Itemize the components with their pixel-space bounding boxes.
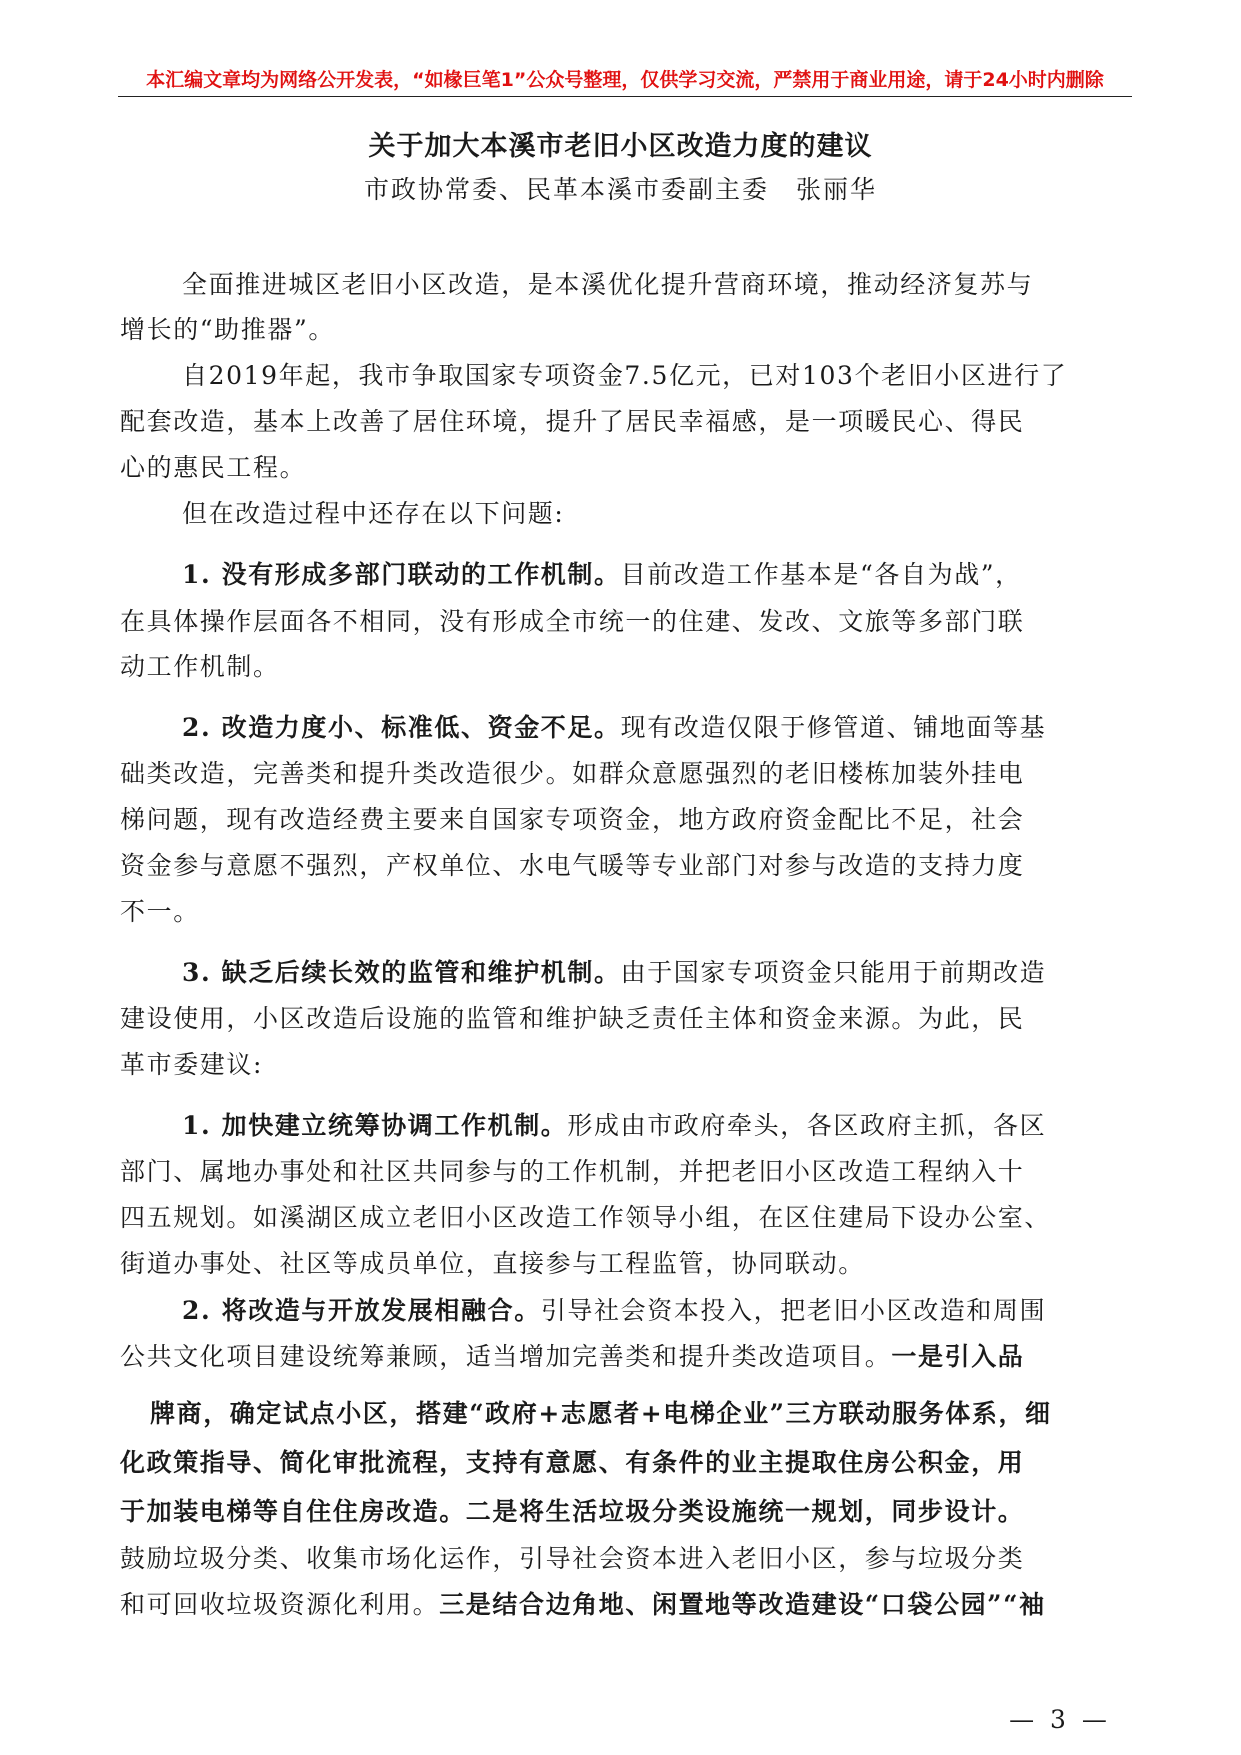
paragraph-line: 建设使用，小区改造后设施的监管和维护缺乏责任主体和资金来源。为此，民: [120, 1004, 1025, 1033]
problem-heading-line: 3. 缺乏后续长效的监管和维护机制。由于国家专项资金只能用于前期改造: [182, 958, 1047, 987]
paragraph-line: 础类改造，完善类和提升类改造很少。如群众意愿强烈的老旧楼栋加装外挂电: [120, 759, 1025, 788]
paragraph-line: 资金参与意愿不强烈，产权单位、水电气暖等专业部门对参与改造的支持力度: [120, 851, 1025, 880]
paragraph-line: 自2019年起，我市争取国家专项资金7.5亿元，已对103个老旧小区进行了: [182, 361, 1068, 390]
paragraph-line: 增长的“助推器”。: [120, 315, 335, 344]
document-title: 关于加大本溪市老旧小区改造力度的建议: [368, 131, 873, 162]
copyright-banner: 本汇编文章均为网络公开发表，“如椽巨笔1”公众号整理，仅供学习交流，严禁用于商业用途，请于24小时内删除: [146, 69, 1104, 91]
bold-paragraph-line: 牌商，确定试点小区，搭建“政府+志愿者+电梯企业”三方联动服务体系，细: [150, 1399, 1052, 1428]
bold-paragraph-line: 于加装电梯等自住住房改造。二是将生活垃圾分类设施统一规划，同步设计。: [120, 1497, 1025, 1526]
header-divider: [118, 96, 1132, 97]
paragraph-line: 和可回收垃圾资源化利用。三是结合边角地、闲置地等改造建设“口袋公园”“袖: [120, 1590, 1046, 1619]
paragraph-line: 四五规划。如溪湖区成立老旧小区改造工作领导小组，在区住建局下设办公室、: [120, 1203, 1052, 1232]
paragraph-line: 但在改造过程中还存在以下问题:: [182, 499, 565, 528]
paragraph-line: 配套改造，基本上改善了居住环境，提升了居民幸福感，是一项暖民心、得民: [120, 407, 1025, 436]
suggestion-heading-line: 1. 加快建立统筹协调工作机制。形成由市政府牵头，各区政府主抓，各区: [182, 1111, 1047, 1140]
paragraph-line: 部门、属地办事处和社区共同参与的工作机制，并把老旧小区改造工程纳入十: [120, 1157, 1025, 1186]
paragraph-line: 公共文化项目建设统筹兼顾，适当增加完善类和提升类改造项目。一是引入品: [120, 1342, 1025, 1371]
problem-heading-line: 2. 改造力度小、标准低、资金不足。现有改造仅限于修管道、铺地面等基: [182, 713, 1047, 742]
paragraph-line: 鼓励垃圾分类、收集市场化运作，引导社会资本进入老旧小区，参与垃圾分类: [120, 1544, 1025, 1573]
paragraph-line: 动工作机制。: [120, 652, 280, 681]
document-author: 市政协常委、民革本溪市委副主委 张丽华: [363, 175, 877, 204]
paragraph-line: 街道办事处、社区等成员单位，直接参与工程监管，协同联动。: [120, 1249, 865, 1278]
paragraph-line: 心的惠民工程。: [120, 453, 307, 482]
paragraph-line: 全面推进城区老旧小区改造，是本溪优化提升营商环境，推动经济复苏与: [182, 270, 1034, 299]
page-number: — 3 —: [1009, 1705, 1111, 1734]
bold-paragraph-line: 化政策指导、简化审批流程，支持有意愿、有条件的业主提取住房公积金，用: [120, 1448, 1025, 1477]
paragraph-line: 革市委建议:: [120, 1050, 264, 1079]
paragraph-line: 梯问题，现有改造经费主要来自国家专项资金，地方政府资金配比不足，社会: [120, 805, 1025, 834]
paragraph-line: 不一。: [120, 897, 200, 926]
suggestion-heading-line: 2. 将改造与开放发展相融合。引导社会资本投入，把老旧小区改造和周围: [182, 1296, 1047, 1325]
paragraph-line: 在具体操作层面各不相同，没有形成全市统一的住建、发改、文旅等多部门联: [120, 607, 1025, 636]
problem-heading-line: 1. 没有形成多部门联动的工作机制。目前改造工作基本是“各自为战”，: [182, 560, 1022, 589]
